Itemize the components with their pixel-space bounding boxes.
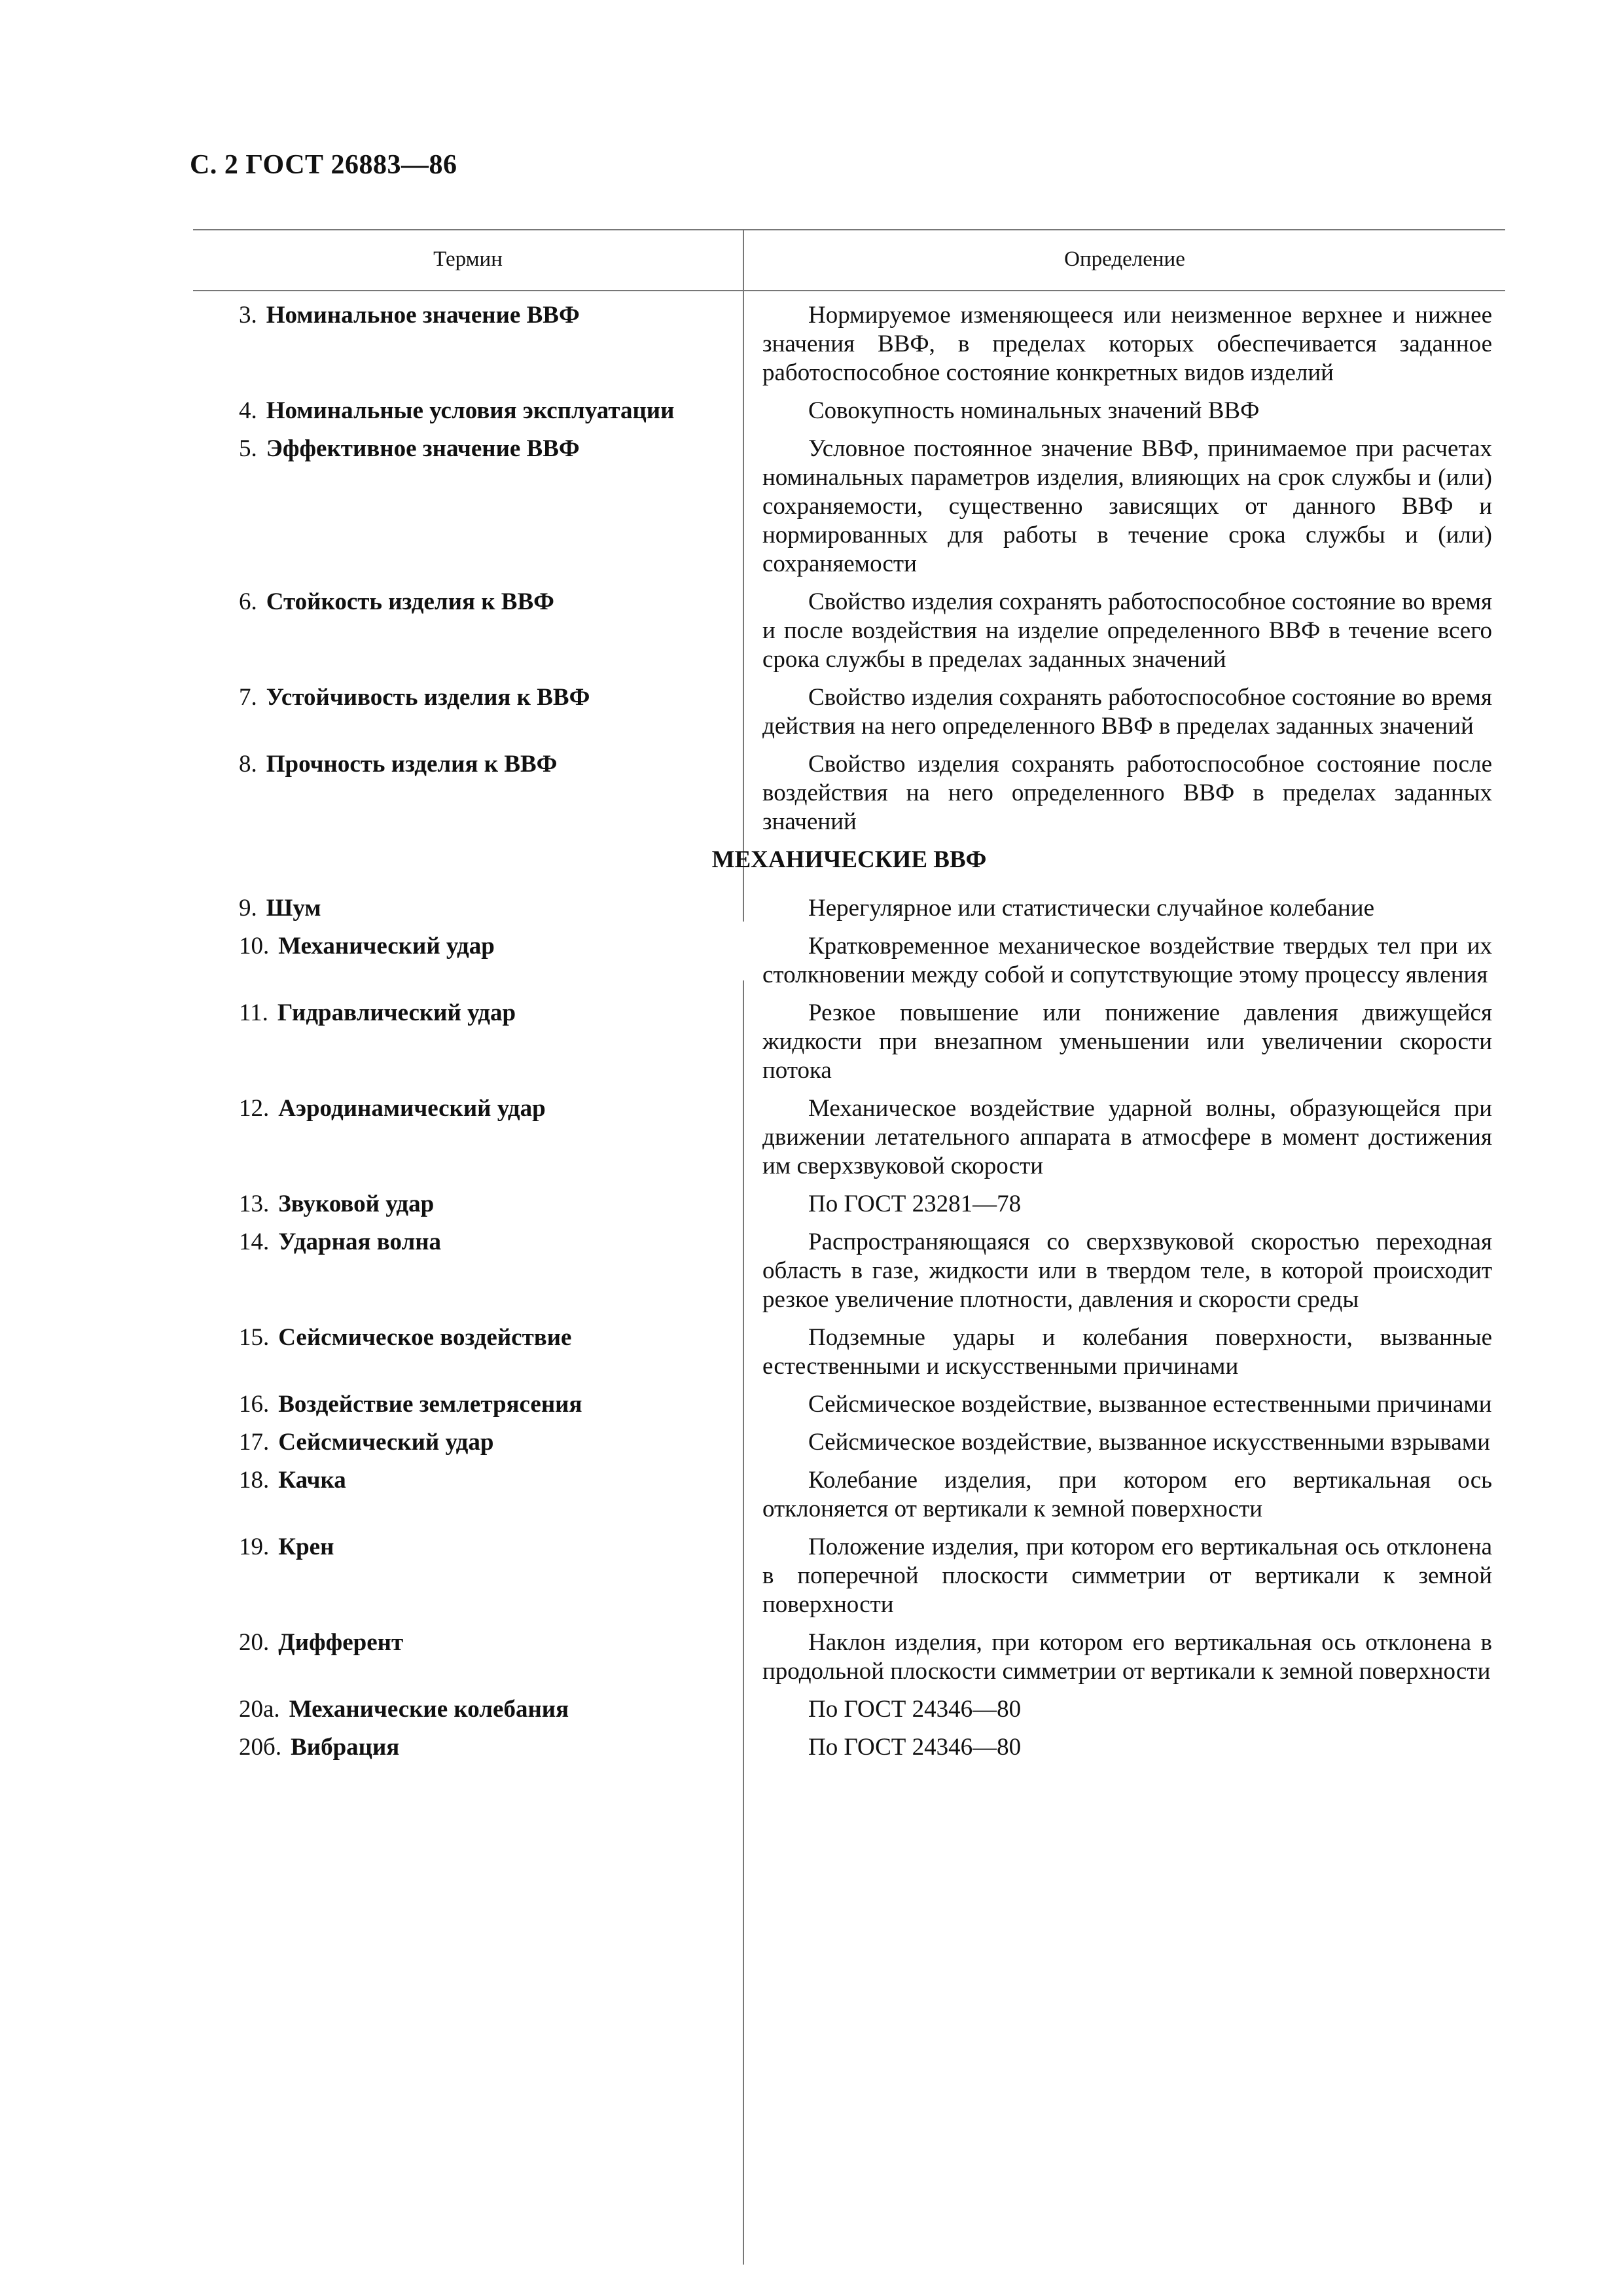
table-row	[193, 301, 1505, 387]
term-number: 19.	[239, 1534, 270, 1560]
term-cell	[193, 1190, 743, 1219]
column-header-term: Термин	[433, 247, 503, 271]
table-row	[193, 1628, 1505, 1686]
term-name: Устойчивость изделия к ВВФ	[266, 684, 590, 711]
term-cell	[193, 750, 743, 836]
rows-group-general	[193, 301, 1505, 836]
table-row	[193, 932, 1505, 990]
term-number: 12.	[239, 1095, 270, 1122]
term-number: 20б.	[239, 1734, 282, 1761]
term-name: Эффективное значение ВВФ	[266, 435, 580, 462]
column-header-definition: Определение	[1064, 247, 1185, 271]
term-name: Гидравлический удар	[277, 999, 516, 1026]
term-number: 3.	[239, 302, 257, 329]
table-row	[193, 999, 1505, 1085]
term-cell	[193, 1323, 743, 1381]
term-name: Стойкость изделия к ВВФ	[266, 588, 554, 615]
term-number: 20.	[239, 1629, 270, 1656]
definition-cell: Нерегулярное или статистически случайное колебание	[808, 895, 1375, 922]
term-name: Крен	[278, 1534, 334, 1560]
term-number: 7.	[239, 684, 257, 711]
term-cell	[193, 1695, 743, 1724]
term-cell	[193, 894, 743, 923]
term-name: Аэродинамический удар	[278, 1095, 546, 1122]
term-cell	[193, 588, 743, 674]
term-cell	[193, 1228, 743, 1314]
definition-cell: Наклон изделия, при котором его вертикальная ось отклонена в продольной плоскости симметрии от вертикали к земной поверхности	[762, 1629, 1492, 1685]
term-cell	[193, 1428, 743, 1457]
term-name: Прочность изделия к ВВФ	[266, 751, 558, 778]
term-cell	[193, 1628, 743, 1686]
term-cell	[193, 1733, 743, 1762]
table-top-rule	[193, 229, 1505, 230]
term-name: Качка	[278, 1467, 346, 1494]
term-name: Механические колебания	[289, 1696, 569, 1723]
definition-cell: По ГОСТ 24346—80	[808, 1734, 1022, 1761]
definition-cell: Сейсмическое воздействие, вызванное естественными причинами	[808, 1391, 1492, 1418]
term-name: Звуковой удар	[278, 1191, 435, 1217]
term-number: 15.	[239, 1324, 270, 1351]
definition-cell: Нормируемое изменяющееся или неизменное верхнее и нижнее значения ВВФ, в пределах которых обеспечивается заданное работоспособное состояние конкретных видов изделий	[762, 302, 1492, 386]
table-row	[193, 1323, 1505, 1381]
table-row	[193, 750, 1505, 836]
term-cell	[193, 1533, 743, 1619]
term-cell	[193, 435, 743, 579]
term-name: Дифферент	[278, 1629, 404, 1656]
definition-cell: По ГОСТ 23281—78	[808, 1191, 1022, 1217]
term-number: 17.	[239, 1429, 270, 1456]
table-row	[193, 397, 1505, 425]
definition-cell: Распространяющаяся со сверхзвуковой скоростью переходная область в газе, жидкости или в твердом теле, в которой происходит резкое увеличение плотности, давления и скорости среды	[762, 1229, 1492, 1313]
term-number: 4.	[239, 397, 257, 424]
term-number: 18.	[239, 1467, 270, 1494]
term-cell	[193, 1466, 743, 1524]
section-title: МЕХАНИЧЕСКИЕ ВВФ	[711, 846, 987, 873]
table-row	[193, 683, 1505, 741]
term-name: Номинальное значение ВВФ	[266, 302, 580, 329]
definition-cell: Резкое повышение или понижение давления движущейся жидкости при внезапном уменьшении или увеличении скорости потока	[762, 999, 1492, 1084]
table-body	[193, 301, 1505, 1771]
term-number: 10.	[239, 933, 270, 960]
definition-cell: Условное постоянное значение ВВФ, принимаемое при расчетах номинальных параметров изделия, влияющих на срок службы и (или) сохраняемости, существенно зависящих от данного ВВФ и нормированных для работы в течение срока службы и (или) сохраняемости	[762, 435, 1492, 577]
definition-cell: Свойство изделия сохранять работоспособное состояние во время и после воздействия на изделие определенного ВВФ в течение всего срока службы в пределах заданных значений	[762, 588, 1492, 673]
definition-cell: Колебание изделия, при котором его вертикальная ось отклоняется от вертикали к земной поверхности	[762, 1467, 1492, 1522]
table-row	[193, 1695, 1505, 1724]
term-number: 5.	[239, 435, 257, 462]
term-cell	[193, 932, 743, 990]
definition-cell: По ГОСТ 24346—80	[808, 1696, 1022, 1723]
table-row	[193, 1533, 1505, 1619]
table-row	[193, 1428, 1505, 1457]
term-number: 16.	[239, 1391, 270, 1418]
table-header-rule	[193, 290, 1505, 291]
term-number: 14.	[239, 1229, 270, 1255]
term-cell	[193, 301, 743, 387]
term-cell	[193, 397, 743, 425]
page-header: С. 2 ГОСТ 26883—86	[190, 150, 457, 180]
definition-cell: Механическое воздействие ударной волны, образующейся при движении летательного аппарата в атмосфере в момент достижения им сверхзвуковой скорости	[762, 1095, 1492, 1179]
term-number: 11.	[239, 999, 268, 1026]
table-row	[193, 1466, 1505, 1524]
rows-group-mechanical	[193, 894, 1505, 1762]
table-row	[193, 1190, 1505, 1219]
term-number: 8.	[239, 751, 257, 778]
definition-cell: Положение изделия, при котором его вертикальная ось отклонена в поперечной плоскости симметрии от вертикали к земной поверхности	[762, 1534, 1492, 1618]
term-name: Сейсмическое воздействие	[278, 1324, 572, 1351]
term-name: Воздействие землетрясения	[278, 1391, 582, 1418]
term-name: Шум	[266, 895, 321, 922]
table-row	[193, 1733, 1505, 1762]
term-name: Механический удар	[278, 933, 495, 960]
term-name: Сейсмический удар	[278, 1429, 494, 1456]
term-name: Номинальные условия эксплуатации	[266, 397, 675, 424]
term-number: 6.	[239, 588, 257, 615]
table-row	[193, 588, 1505, 674]
definition-cell: Свойство изделия сохранять работоспособное состояние после воздействия на него определенного ВВФ в пределах заданных значений	[762, 751, 1492, 835]
term-cell	[193, 1390, 743, 1419]
definition-cell: Сейсмическое воздействие, вызванное искусственными взрывами	[808, 1429, 1491, 1456]
term-cell	[193, 1094, 743, 1181]
table-row	[193, 894, 1505, 923]
definition-cell: Свойство изделия сохранять работоспособное состояние во время действия на него определенного ВВФ в пределах заданных значений	[762, 684, 1492, 740]
definition-cell: Подземные удары и колебания поверхности, вызванные естественными и искусственными причинами	[762, 1324, 1492, 1380]
term-cell	[193, 999, 743, 1085]
definition-cell: Совокупность номинальных значений ВВФ	[808, 397, 1260, 424]
term-name: Вибрация	[291, 1734, 400, 1761]
term-number: 13.	[239, 1191, 270, 1217]
term-name: Ударная волна	[278, 1229, 442, 1255]
term-cell	[193, 683, 743, 741]
table-row	[193, 435, 1505, 579]
table-row	[193, 1094, 1505, 1181]
table-row	[193, 1390, 1505, 1419]
table-row	[193, 1228, 1505, 1314]
term-number: 20а.	[239, 1696, 280, 1723]
term-number: 9.	[239, 895, 257, 922]
definition-cell: Кратковременное механическое воздействие твердых тел при их столкновении между собой и сопутствующие этому процессу явления	[762, 933, 1492, 988]
